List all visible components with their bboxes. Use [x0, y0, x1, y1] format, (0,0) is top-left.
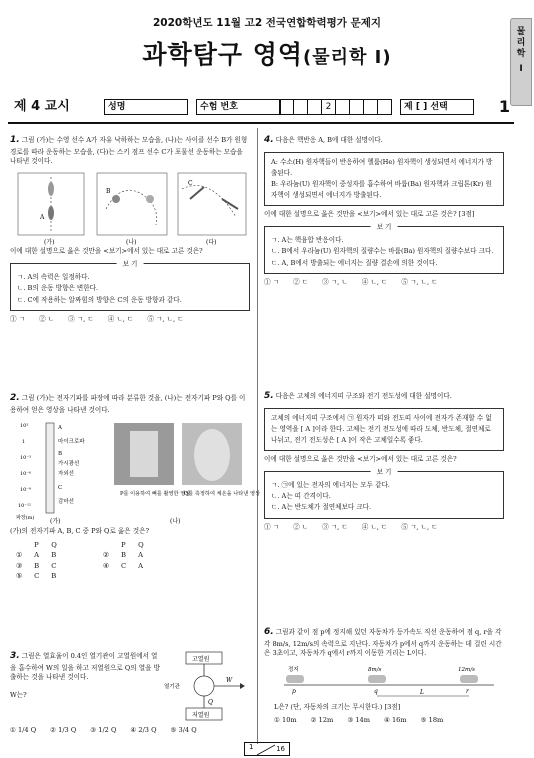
question-text: 그림 (가)는 수영 선수 A가 자유 낙하하는 모습을, (나)는 사이클 선수 B가 원형 경로를 따라 운동하는 모습을, (다)는 스키 점프 선수 C가 포물선 운동하는 모습을 나타낸 것이다.: [10, 136, 248, 166]
bogi-item: ㄴ. B에서 우라늄(U) 원자핵의 질량수는 바륨(Ba) 원자핵의 질량수보다 크다.: [271, 247, 494, 256]
info-line: A: 수소(H) 원자핵들이 반응하여 헬륨(He) 원자핵이 생성되면서 에너지가 방출된다.: [271, 157, 493, 177]
distance-label: L: [420, 689, 424, 697]
figure-label: (다): [206, 239, 217, 247]
skier-icon: [190, 187, 204, 199]
exam-number-label: 수험 번호: [200, 102, 238, 112]
exam-number-cell[interactable]: [364, 99, 378, 115]
point-label: p: [292, 688, 296, 696]
question-text: 다음은 핵반응 A, B에 대한 설명이다.: [275, 136, 383, 144]
spectrum-band: 자외선: [58, 471, 74, 478]
option-cell: B: [34, 561, 40, 570]
figure-panel: [97, 173, 167, 235]
spectrum-band: 마이크로파: [58, 439, 85, 446]
name-label: 성명: [108, 102, 126, 112]
main-title: [0, 38, 534, 72]
answer-option[interactable]: ① 10m: [274, 716, 297, 725]
answer-option[interactable]: ③ ㄱ, ㄴ: [322, 277, 348, 286]
spectrum-tick: 1: [22, 439, 26, 446]
swimmer-icon: [48, 206, 54, 220]
cyclist-icon: [112, 195, 120, 203]
q6-figure: [264, 661, 504, 701]
exam-number-cell[interactable]: [378, 99, 392, 115]
column-header: P: [34, 541, 39, 550]
option-number[interactable]: ③: [16, 561, 23, 570]
option-cell: C: [34, 571, 40, 580]
spectrum-tick: 10⁻¹²: [18, 503, 32, 510]
answer-option[interactable]: ② 1/3 Q: [50, 726, 77, 734]
bogi-item: ㄱ. A의 속력은 일정하다.: [17, 273, 90, 282]
spectrum-tick: 10⁻³: [20, 455, 32, 462]
header-bar: [8, 96, 514, 118]
bogi-label: 보 기: [371, 222, 398, 233]
info-box: 고체의 에너지띠 구조에서 ㉠ 원자가 띠와 전도띠 사이에 전자가 존재할 수 없는 영역을 [ A ]이라 한다. 고체는 전기 전도성에 따라 도체, 반도체, 절연체로 나뉘고, 전기 전도성은 [ A ]이 작은 고체일수록 좋다.: [264, 408, 504, 452]
heat-label: Q: [208, 699, 213, 706]
question-number: 6.: [264, 627, 274, 637]
exam-number-cell[interactable]: [294, 99, 308, 115]
exam-number-cell[interactable]: [350, 99, 364, 115]
question-4: [264, 134, 504, 288]
answer-option[interactable]: ④ 2/3 Q: [130, 726, 157, 734]
reservoir-label: 저열원: [192, 712, 210, 719]
exam-title: 2020학년도 11월 고2 전국연합학력평가 문제지: [152, 17, 382, 29]
question-prompt: (가)의 전자기파 A, B, C 중 P와 Q로 옳은 것은?: [10, 527, 150, 536]
car-icon: [460, 675, 478, 683]
subject-title: 과학탐구 영역: [142, 40, 303, 69]
point-label: q: [374, 688, 378, 696]
spectrum-bar: [46, 423, 54, 513]
question-prompt: 이에 대한 설명으로 옳은 것만을 <보기>에서 있는 대로 고른 것은?: [10, 247, 203, 256]
current-page: 1: [249, 743, 254, 751]
choice-label: 제 [ ] 선택: [404, 102, 448, 112]
reservoir-label: 고열원: [192, 656, 210, 663]
image-caption: P를 이용하여 뼈를 촬영한 영상: [120, 491, 191, 498]
question-5: [264, 390, 504, 533]
bogi-item: ㄱ. ㉠에 있는 전자의 에너지는 모두 같다.: [271, 481, 390, 489]
spectrum-band: C: [58, 485, 63, 492]
answer-option[interactable]: ① 1/4 Q: [10, 726, 37, 734]
question-text: 그림 (가)는 전자기파를 파장에 따라 분류한 것을, (나)는 전자기파 P와 Q를 이용하여 얻은 영상을 나타낸 것이다.: [10, 394, 246, 414]
answer-option[interactable]: ③ 14m: [347, 716, 370, 725]
arrowhead-icon: [240, 683, 245, 689]
thermal-body: [194, 429, 230, 481]
header-rule: [8, 122, 514, 124]
q3-figure: [160, 650, 246, 722]
option-cell: C: [51, 561, 57, 570]
option-cell: A: [138, 561, 144, 570]
answer-option[interactable]: ② 12m: [310, 716, 334, 725]
answer-option[interactable]: ① ㄱ: [264, 277, 280, 286]
answer-options: [264, 523, 504, 533]
figure-label: (나): [170, 518, 181, 526]
spectrum-tick: 10⁻⁶: [20, 471, 32, 478]
speed-label: 정지: [288, 667, 299, 674]
answer-option[interactable]: ② ㄴ: [39, 314, 55, 323]
point-label: C: [188, 180, 193, 188]
question-number: 2.: [10, 393, 20, 403]
question-number: 1.: [10, 135, 20, 145]
question-prompt: L은? (단, 자동차의 크기는 무시한다.) [3점]: [274, 703, 401, 712]
bogi-label: 보 기: [117, 259, 144, 270]
choice-box[interactable]: [400, 99, 474, 115]
column-header: P: [120, 541, 126, 550]
side-tab-char: 물: [516, 27, 526, 37]
page-indicator: [244, 742, 290, 756]
spectrum-band: 감마선: [58, 499, 74, 506]
car-icon: [368, 675, 386, 683]
question-prompt: 이에 대한 설명으로 옳은 것만을 <보기>에서 있는 대로 고른 것은?: [264, 455, 457, 464]
answer-option[interactable]: ② ㄷ: [293, 277, 309, 286]
bogi-item: ㄴ. A는 띠 간격이다.: [271, 492, 331, 501]
bogi-item: ㄷ. A, B에서 방출되는 에너지는 질량 결손에 의한 것이다.: [271, 258, 438, 267]
answer-option[interactable]: ⑤ ㄱ, ㄴ, ㄷ: [401, 277, 438, 286]
period-label: 제 4 교시: [14, 99, 70, 114]
answer-table-row[interactable]: [10, 571, 150, 581]
q1-figure: [10, 169, 250, 245]
question-2: [10, 392, 260, 581]
option-number[interactable]: ②: [102, 551, 109, 560]
option-cell: B: [51, 551, 57, 560]
exam-number-cell[interactable]: [308, 99, 322, 115]
skier-icon: [222, 199, 238, 209]
option-cell: B: [120, 551, 126, 560]
spectrum-band: A: [58, 425, 62, 432]
spectrum-band: 가시광선: [58, 461, 80, 468]
engine-icon: [194, 676, 214, 696]
exam-number-label-box: [196, 99, 280, 115]
answer-options: [10, 726, 250, 736]
question-text: 다음은 고체의 에너지띠 구조와 전기 전도성에 대한 설명이다.: [275, 392, 452, 400]
answer-option[interactable]: ④ ㄴ, ㄷ: [107, 314, 134, 323]
car-icon: [286, 675, 304, 683]
q2-figure: [10, 417, 260, 526]
parabolic-path: [182, 186, 236, 218]
bogi-label: 보 기: [371, 467, 398, 478]
column-header: Q: [51, 541, 57, 550]
figure-label: (나): [126, 239, 137, 247]
question-number: 5.: [264, 391, 274, 401]
image-caption: Q를 측정하여 체온을 나타낸 영상: [184, 491, 260, 498]
subject-subtitle: (물리학 Ⅰ): [303, 47, 392, 68]
swimmer-icon: [48, 182, 54, 196]
point-label: r: [466, 688, 469, 696]
option-cell: C: [120, 561, 127, 570]
side-tab-char: 리: [516, 38, 526, 48]
point-label: B: [106, 188, 111, 196]
answer-option[interactable]: ① ㄱ: [264, 522, 280, 531]
speed-label: 12m/s: [458, 667, 475, 674]
question-prompt: W는?: [10, 691, 27, 700]
bogi-item: ㄷ. C에 작용하는 알짜힘의 방향은 C의 운동 방향과 같다.: [17, 295, 182, 304]
column-divider: [257, 128, 258, 744]
total-pages: 16: [276, 745, 285, 753]
answer-option[interactable]: ⑤ ㄱ, ㄴ, ㄷ: [147, 314, 184, 323]
info-line: B: 우라늄(U) 원자핵이 중성자를 흡수하여 바륨(Ba) 원자핵과 크립톤(Kr) 원자핵이 생성되면서 에너지가 방출된다.: [271, 179, 492, 200]
answer-table-row[interactable]: [10, 561, 150, 571]
answer-option[interactable]: ⑤ 3/4 Q: [170, 726, 197, 734]
spectrum-tick: 10³: [20, 423, 29, 430]
axis-label: 파장(m): [16, 515, 35, 522]
side-tab-char: 학: [516, 49, 526, 59]
answer-option[interactable]: ⑤ ㄱ, ㄴ, ㄷ: [401, 522, 438, 531]
engine-label: 열기관: [164, 684, 180, 690]
info-box: [264, 152, 504, 207]
answer-option[interactable]: ③ 1/2 Q: [90, 726, 117, 734]
speed-label: 8m/s: [368, 667, 382, 674]
answer-options: [10, 315, 250, 325]
exam-number-cell[interactable]: 2: [322, 99, 336, 115]
exam-number-cells[interactable]: [280, 99, 392, 115]
page-number: 1: [498, 97, 510, 116]
option-cell: A: [34, 551, 40, 560]
bogi-box: [264, 223, 504, 274]
option-cell: B: [51, 571, 57, 580]
answer-option[interactable]: ⑤ 18m: [420, 716, 444, 725]
bogi-box: [10, 260, 250, 311]
answer-option[interactable]: ③ ㄱ, ㄷ: [322, 522, 348, 531]
spectrum-band: B: [58, 451, 63, 458]
subject-side-tab: [510, 18, 532, 106]
answer-table: [10, 540, 150, 581]
column-header: Q: [138, 541, 144, 550]
option-number[interactable]: ⑤: [16, 571, 23, 580]
side-tab-char: Ⅰ: [519, 64, 523, 74]
bogi-item: ㄷ. A는 반도체가 절연체보다 크다.: [271, 503, 372, 512]
question-6: [264, 626, 504, 726]
work-label: W: [226, 677, 233, 684]
spectrum-tick: 10⁻⁹: [20, 487, 32, 494]
figure-label: (가): [50, 518, 61, 526]
cyclist-icon: [146, 195, 154, 203]
name-field[interactable]: [104, 99, 188, 115]
exam-number-cell[interactable]: [280, 99, 294, 115]
answer-table-header: [10, 540, 150, 550]
question-1: [10, 134, 250, 325]
answer-options: [264, 278, 504, 288]
answer-option[interactable]: ① ㄱ: [10, 314, 26, 323]
exam-number-cell[interactable]: [336, 99, 350, 115]
option-cell: A: [138, 551, 144, 560]
question-text: 그림과 같이 점 p에 정지해 있던 자동차가 등가속도 직선 운동하여 점 q, r을 각각 8m/s, 12m/s의 속력으로 지난다. 자동차가 p에서 q까지 운동하는 데 걸린 시간은 3초이고, 자동차가 q에서 r까지 이동한 거리는 L이다.: [264, 628, 502, 658]
question-prompt: 이에 대한 설명으로 옳은 것만을 <보기>에서 있는 대로 고른 것은? [3점]: [264, 210, 475, 219]
answer-option[interactable]: ③ ㄱ, ㄷ: [68, 314, 94, 323]
xray-skeleton: [130, 431, 158, 477]
answer-options: [264, 716, 504, 726]
bogi-item: ㄴ. B의 운동 방향은 변한다.: [17, 284, 99, 293]
answer-option[interactable]: ④ 16m: [383, 716, 407, 725]
question-text: 그림은 열효율이 0.4인 열기관이 고열원에서 열을 흡수하여 W의 일을 하고 저열원으로 Q의 열을 방출하는 것을 나타낸 것이다.: [10, 652, 160, 682]
figure-label: (가): [44, 239, 55, 247]
option-number[interactable]: ①: [16, 551, 23, 560]
answer-option[interactable]: ④ ㄴ, ㄷ: [361, 277, 388, 286]
answer-table-row[interactable]: [10, 550, 150, 560]
point-label: A: [40, 214, 45, 222]
answer-option[interactable]: ④ ㄴ, ㄷ: [361, 522, 388, 531]
bogi-item: ㄱ. A는 핵융합 반응이다.: [271, 236, 344, 245]
question-3: [10, 650, 250, 736]
question-number: 3.: [10, 651, 20, 661]
question-number: 4.: [264, 135, 274, 145]
option-number[interactable]: ④: [102, 561, 109, 570]
answer-option[interactable]: ② ㄴ: [293, 522, 309, 531]
bogi-box: [264, 468, 504, 519]
